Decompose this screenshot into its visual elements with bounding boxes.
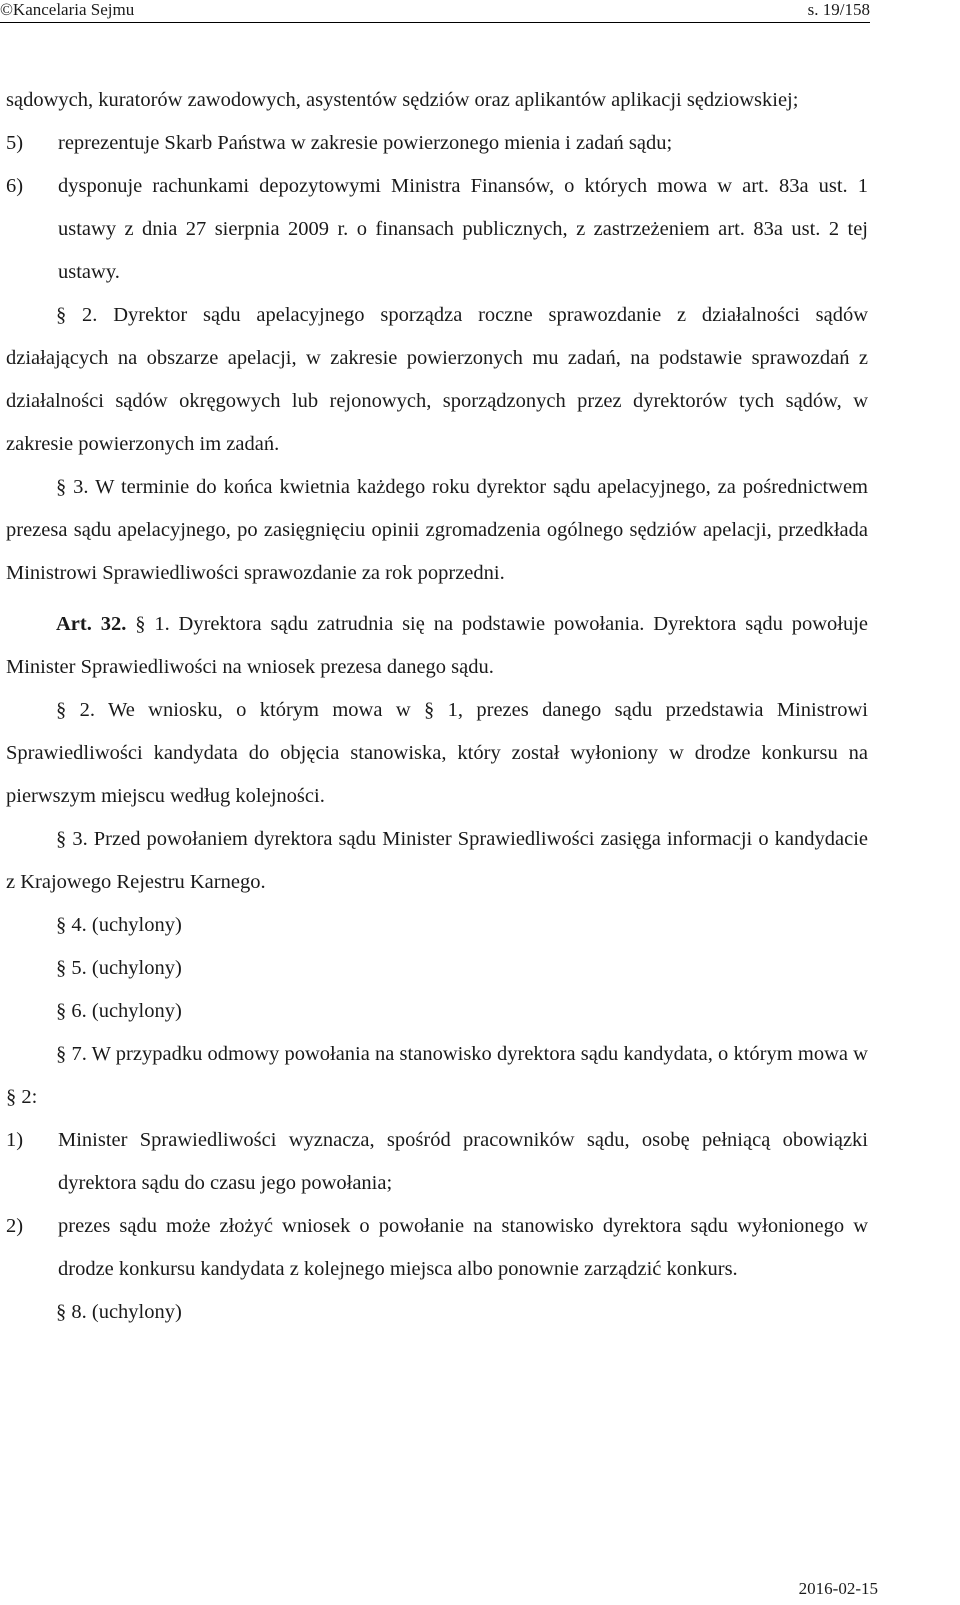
article-32-section-4: § 4. (uchylony) (56, 914, 182, 936)
copyright-label: ©Kancelaria Sejmu (0, 0, 135, 19)
item-number: 5) (6, 132, 24, 154)
list-item (6, 1205, 868, 1291)
item-text: Minister Sprawiedliwości wyznacza, spośród pracowników sądu, osobę pełniącą obowiązki dyrektora sądu do czasu jego powołania; (58, 1129, 868, 1194)
article-32-section-8: § 8. (uchylony) (56, 1301, 182, 1323)
section-2: § 2. Dyrektor sądu apelacyjnego sporządza roczne sprawozdanie z działalności sądów działających na obszarze apelacji, w zakresie powierzonych mu zadań, na podstawie sprawozdań z działalności sądów okręgowych lub rejonowych, sporządzonych przez dyrektorów tych sądów, w zakresie powierzonych im zadań. (6, 304, 868, 455)
article-heading: Art. 32. (56, 613, 127, 635)
item-text: dysponuje rachunkami depozytowymi Ministra Finansów, o których mowa w art. 83a ust. 1 ustawy z dnia 27 sierpnia 2009 r. o finansach publicznych, z zastrzeżeniem art. 83a ust. 2 tej ustawy. (58, 175, 868, 283)
list-item (6, 165, 868, 294)
document-body (6, 79, 868, 1334)
article-32-section-2: § 2. We wniosku, o którym mowa w § 1, prezes danego sądu przedstawia Ministrowi Sprawiedliwości kandydata do objęcia stanowiska, który został wyłoniony w drodze konkursu na pierwszym miejscu według kolejności. (6, 699, 868, 807)
article-32-section-6: § 6. (uchylony) (56, 1000, 182, 1022)
article-32-section-7: § 7. W przypadku odmowy powołania na stanowisko dyrektora sądu kandydata, o którym mowa w § 2: (6, 1043, 868, 1108)
list-item (6, 122, 868, 165)
item-number: 6) (6, 175, 24, 197)
article-32 (6, 603, 868, 689)
item-number: 1) (6, 1129, 24, 1151)
page-header (0, 0, 870, 23)
item-number: 2) (6, 1215, 24, 1237)
article-32-section-1: § 1. Dyrektora sądu zatrudnia się na podstawie powołania. Dyrektora sądu powołuje Minister Sprawiedliwości na wniosek prezesa danego sądu. (6, 613, 868, 678)
item-text: prezes sądu może złożyć wniosek o powołanie na stanowisko dyrektora sądu wyłonionego w drodze konkursu kandydata z kolejnego miejsca albo ponownie zarządzić konkurs. (58, 1215, 868, 1280)
page-number: s. 19/158 (807, 0, 870, 19)
article-32-section-3: § 3. Przed powołaniem dyrektora sądu Minister Sprawiedliwości zasięga informacji o kandydacie z Krajowego Rejestru Karnego. (6, 828, 868, 893)
item-text: reprezentuje Skarb Państwa w zakresie powierzonego mienia i zadań sądu; (58, 132, 673, 154)
list-item-continuation (6, 79, 868, 122)
article-32-section-5: § 5. (uchylony) (56, 957, 182, 979)
footer-date: 2016-02-15 (798, 1579, 878, 1598)
continuation-text: sądowych, kuratorów zawodowych, asystentów sędziów oraz aplikantów aplikacji sędziowskiej; (6, 89, 799, 111)
section-3: § 3. W terminie do końca kwietnia każdego roku dyrektor sądu apelacyjnego, za pośrednictwem prezesa sądu apelacyjnego, po zasięgnięciu opinii zgromadzenia ogólnego sędziów apelacji, przedkłada Ministrowi Sprawiedliwości sprawozdanie za rok poprzedni. (6, 476, 868, 584)
list-item (6, 1119, 868, 1205)
